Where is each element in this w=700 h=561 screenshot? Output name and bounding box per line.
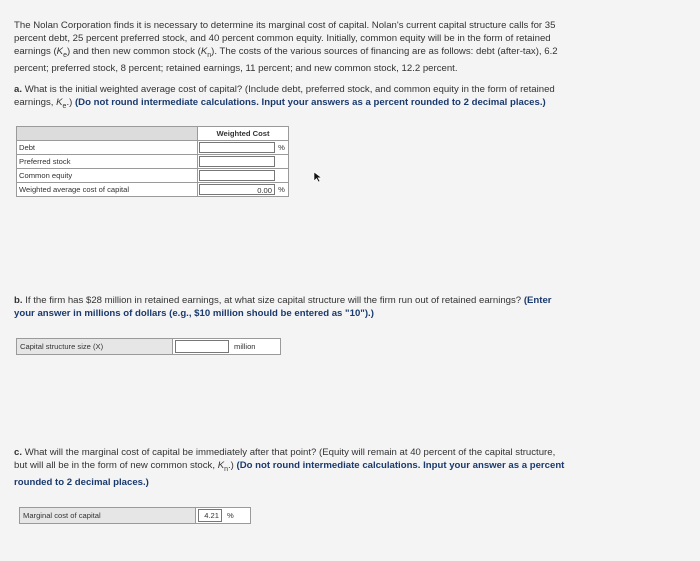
percent-unit: % [227,511,234,520]
part-b-question: b. If the firm has $28 million in retained earnings, at what size capital structure will the firm run out of retained earnings? (Enter your answer in millions of dollars (e.g., $10 million should be entered as "10").) [14,294,630,320]
row-label-common-equity: Common equity [17,169,198,183]
debt-weighted-cost-input[interactable] [199,142,275,153]
marginal-cost-label: Marginal cost of capital [20,508,196,523]
weighted-cost-header: Weighted Cost [198,127,289,141]
part-b-instruction: your answer in millions of dollars (e.g., $10 million should be entered as "10").) [14,308,374,319]
intro-paragraph [14,19,630,75]
row-label-preferred-stock: Preferred stock [17,155,198,169]
marginal-cost-input[interactable]: 4.21 [198,509,222,522]
intro-line-2: percent debt, 25 percent preferred stock, and 40 percent common equity. Initially, common equity will be in the form of retained [14,33,551,44]
wacc-input[interactable]: 0.00 [199,184,275,195]
intro-line-4: percent; preferred stock, 8 percent; retained earnings, 11 percent; and new common stock, 12.2 percent. [14,62,458,74]
capital-structure-label: Capital structure size (X) [17,339,173,354]
part-c-question: c. What will the marginal cost of capital be immediately after that point? (Equity will remain at 40 percent of the capital structure, but will all be in the form of new common stock, $K_n$.) (Do not round intermediate calculations. Input your answer as a percent rounded to 2 decimal places.) [14,446,630,489]
mouse-cursor-icon [313,171,323,183]
capital-structure-input[interactable] [175,340,229,353]
wacc-table [16,126,289,197]
intro-line-3: earnings $(K_e)$ and then new common stock $(K_n)$. The costs of the various sources of financing are as follows: debt (after-tax), 6.2 [14,46,558,59]
marginal-cost-row [19,507,251,524]
table-row: Debt % [17,141,289,155]
part-c-instruction: rounded to 2 decimal places.) [14,476,149,488]
preferred-stock-weighted-cost-input[interactable] [199,156,275,167]
row-label-debt: Debt [17,141,198,155]
common-equity-weighted-cost-input[interactable] [199,170,275,181]
intro-line-1: The Nolan Corporation finds it is necessary to determine its marginal cost of capital. Nolan's current capital structure calls for 35 [14,20,556,31]
part-a-instruction: (Do not round intermediate calculations. Input your answers as a percent rounded to 2 decimal places.) [74,97,546,108]
table-row: Weighted average cost of capital 0.00 % [17,183,289,197]
table-row [17,155,289,169]
row-label-wacc: Weighted average cost of capital [17,183,198,197]
capital-structure-row [16,338,281,355]
part-a-question: a. What is the initial weighted average cost of capital? (Include debt, preferred stock, and common equity in the form of retained earnings, $K_e$.) (Do not round intermediate calculations. Input your answers as a percent rounded to 2 decimal places.) [14,84,555,110]
million-unit: million [234,342,256,351]
table-row [17,169,289,183]
